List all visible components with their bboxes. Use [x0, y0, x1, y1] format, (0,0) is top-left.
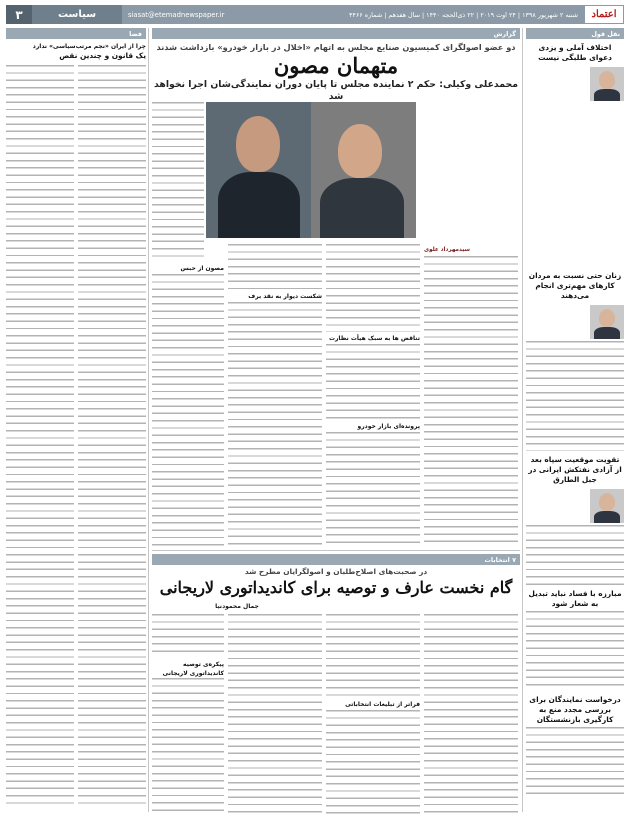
left-column-headline-2: یک قانون و چندین نقص [59, 51, 146, 60]
quote-headline-4: مبارزه با فساد نباید تبدیل به شعار شود [528, 589, 622, 608]
left-column-body-col1 [78, 65, 146, 805]
second-story-subhead-2: فراتر از تبلیغات انتخاباتی [345, 701, 420, 708]
second-story-kicker: در صحبت‌های اصلاح‌طلبان و اصولگرایان مطرح شد [244, 567, 428, 576]
second-story-title: گام نخست عارف و توصیه برای کاندیداتوری لاریجانی [159, 578, 513, 597]
main-story-subhead-4: پرونده‌ای بازار خودرو [357, 423, 420, 430]
second-story-body-col4b [152, 678, 224, 814]
second-story-kicker-bar: ۷ انتخابات [152, 554, 520, 565]
quote-photo-3 [590, 489, 624, 523]
quote-body-5 [526, 727, 624, 797]
main-story-title: متهمان مصون [273, 53, 399, 78]
main-story-bottom-rule [152, 550, 520, 551]
main-story-kicker: دو عضو اصولگرای کمیسیون صنایع مجلس به اتهام «اخلال در بازار خودرو» بازداشت شدند [156, 42, 516, 52]
quote-photo-2 [590, 305, 624, 339]
page-header-bar [6, 5, 624, 24]
quote-photo-1 [590, 67, 624, 101]
main-story-body-col2 [326, 244, 420, 332]
issue-dateline: شنبه ۲ شهریور ۱۳۹۸ | ۲۴ اوت ۲۰۱۹ | ۲۲ ذی‌الحجه ۱۴۴۰ | سال هفدهم | شماره ۴۴۶۶ [348, 10, 578, 19]
second-story-body-col3 [228, 614, 322, 814]
quote-body-4 [526, 611, 624, 691]
second-story-body-col2 [326, 614, 420, 698]
second-story-body-col1 [424, 614, 518, 814]
second-story-subhead-3: پیکره‌ی توصیه کاندیداتوری لاریجانی [162, 661, 224, 677]
quote-headline-5: درخواست نمایندگان برای بررسی مجدد منع به کارگیری بازنشستگان [529, 695, 621, 724]
main-story-byline: سیدمهرداد علوی [424, 247, 470, 253]
main-story-photo [206, 102, 416, 238]
page-number: ۳ [6, 5, 32, 24]
main-story-body-col3b [228, 302, 322, 546]
main-story-subhead-3: تناقض ها به سبک هیأت نظارت [328, 335, 420, 342]
main-story-body-col1 [424, 256, 518, 546]
second-story-byline: جمال محمودنیا [215, 603, 259, 610]
quotes-column [526, 28, 624, 812]
section-title: سیاست [32, 5, 122, 24]
newspaper-logo: اعتماد [584, 5, 624, 24]
left-column-kicker: فضا [6, 28, 146, 39]
quote-headline-3: تقویت موقعیت سپاه بعد از آزادی نفتکش ایرانی در جبل الطارق [528, 455, 622, 484]
main-story-body-col2c [326, 432, 420, 546]
quote-body-3 [526, 525, 624, 585]
column-divider-right [522, 28, 523, 812]
left-column-body-col2 [6, 65, 74, 805]
quote-headline-1: اختلاف آملی و یزدی دعوای طلبگی نیست [538, 43, 612, 62]
main-story-body-col3 [228, 244, 322, 290]
section-email: siasat@etemadnewspaper.ir [128, 10, 225, 19]
left-column-headline-1: چرا از ایران «نجم مرتب‌سیاسی» ندارد [32, 43, 146, 50]
main-story-body-col4 [152, 102, 204, 262]
main-story-kicker-bar: گزارش [152, 28, 520, 39]
quotes-kicker: نقل قول [526, 28, 624, 39]
left-column [6, 28, 146, 812]
second-story-body-col2b [326, 710, 420, 814]
main-story-subhead-2: شکست دیوار به نقد برف [248, 293, 322, 300]
main-story-body-col4b [152, 274, 224, 546]
main-story-subtitle: محمدعلی وکیلی: حکم ۲ نماینده مجلس تا پایان دوران نمایندگی‌شان اجرا نخواهد شد [154, 79, 518, 102]
main-story-subhead-1: مصون از حبس [180, 265, 224, 272]
quote-body-2 [526, 341, 624, 451]
main-story-body-col2b [326, 344, 420, 420]
column-divider-left [148, 28, 149, 812]
quote-headline-2: زنان حتی نسبت به مردان کارهای مهم‌تری انجام می‌دهند [528, 271, 622, 300]
second-story-body-col4 [152, 614, 224, 658]
